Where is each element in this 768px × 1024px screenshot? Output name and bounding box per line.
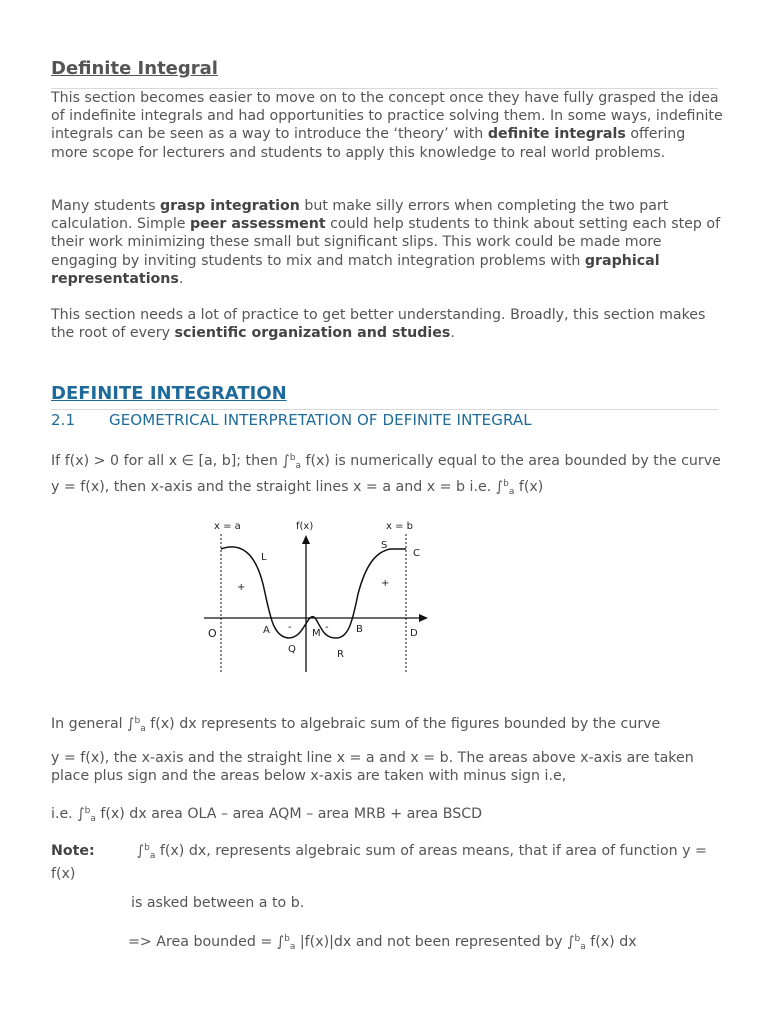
area-curve-figure — [200, 514, 432, 676]
interpretation-paragraph — [51, 449, 723, 501]
bounded-text-2: |f(x)|dx and not been represented by ∫ — [295, 934, 575, 950]
upper-limit: b — [84, 806, 91, 816]
subsection-number: 2.1 — [51, 411, 76, 429]
areas-sign-paragraph: y = f(x), the x-axis and the straight line x = a and x = b. The areas above x-axis are taken place plus sign and the areas below x-axis are taken with minus sign i.e, — [51, 750, 694, 785]
section-title: DEFINITE INTEGRATION — [51, 383, 287, 404]
label-x-equals-a: x = a — [214, 521, 241, 532]
label-fx: f(x) — [296, 521, 314, 532]
general-text-1: In general ∫ — [51, 716, 135, 732]
practice-paragraph — [51, 306, 723, 342]
area-bounded-paragraph — [128, 930, 768, 956]
function-curve — [221, 547, 406, 638]
interp-text-3: f(x) — [514, 479, 544, 496]
plus-sign-right: + — [381, 578, 390, 589]
lower-limit: a — [149, 851, 156, 861]
x-axis-arrow — [419, 614, 428, 622]
students-text-4: . — [178, 270, 184, 287]
minus-sign-right: - — [325, 622, 329, 633]
lower-limit: a — [580, 942, 586, 952]
interp-text-1: If f(x) > 0 for all x ∈ [a, b]; then ∫ — [51, 453, 290, 469]
lower-limit: a — [289, 942, 296, 952]
practice-text-2: . — [450, 325, 455, 342]
subsection-heading — [51, 411, 532, 429]
practice-text-1: This section needs a lot of practice to get better understanding. Broadly, this section makes the root of every — [51, 307, 706, 342]
y-axis-arrow — [302, 535, 310, 544]
minus-sign-left: - — [288, 622, 292, 633]
upper-limit: b — [503, 479, 509, 490]
students-text-2: but make silly errors when completing the two part calculation. Simple — [51, 198, 669, 233]
bold-peer-assessment: peer assessment — [190, 216, 326, 233]
lower-limit: a — [140, 724, 146, 734]
bold-grasp-integration: grasp integration — [159, 198, 300, 214]
label-D: D — [410, 628, 418, 639]
lower-limit: a — [295, 461, 301, 471]
intro-bold-definite-integrals: definite integrals — [487, 126, 626, 143]
bounded-text-3: f(x) dx — [585, 934, 637, 950]
intro-text-1: This section becomes easier to move on to the concept once they have fully grasped the idea of indefinite integrals and had opportunities to practice solving them. In some ways, indefinite integrals can be seen as a way to introduce the ‘theory’ with — [51, 90, 723, 143]
label-C: C — [413, 548, 420, 559]
asked-between-text: is asked between a to b. — [131, 895, 305, 911]
bold-scientific-organization: scientific organization and studies — [174, 325, 451, 342]
note-label: Note: — [51, 843, 95, 859]
label-R: R — [337, 649, 344, 660]
students-paragraph — [51, 197, 723, 288]
label-O: O — [208, 627, 217, 640]
note-paragraph — [51, 839, 723, 883]
bounded-text-1: => Area bounded = ∫ — [128, 934, 285, 950]
plus-sign-left: + — [237, 582, 246, 593]
formula-text-1: i.e. ∫ — [51, 806, 85, 822]
upper-limit: b — [289, 453, 296, 463]
upper-limit: b — [144, 843, 150, 853]
interp-text-2: f(x) is numerically equal to the area bounded by the curve y = f(x), then x-axis and the straight lines x = a and x = b i.e. ∫ — [51, 453, 721, 496]
area-formula-paragraph — [51, 802, 723, 828]
note-text-1: ∫ — [136, 843, 145, 859]
label-M: M — [312, 628, 321, 639]
curve-diagram — [200, 514, 432, 676]
section-rule — [51, 409, 718, 410]
label-Q: Q — [288, 644, 296, 655]
students-text-1: Many students — [51, 198, 160, 214]
intro-text-2: offering more scope for lecturers and students to apply this knowledge to real world problems. — [51, 126, 686, 161]
upper-limit: b — [284, 934, 290, 944]
label-A: A — [263, 625, 270, 636]
students-text-3: could help students to think about setting each step of their work minimizing these small but significant slips. This work could be made more engaging by inviting students to mix and match integration problems with — [51, 216, 721, 269]
lower-limit: a — [508, 487, 515, 498]
label-S: S — [381, 540, 388, 551]
lower-limit: a — [90, 814, 96, 824]
bold-graphical-representations: graphical representations — [51, 252, 660, 287]
upper-limit: b — [134, 716, 141, 726]
label-L: L — [261, 552, 267, 563]
upper-limit: b — [574, 934, 581, 944]
formula-text-2: f(x) dx area OLA – area AQM – area MRB + area BSCD — [95, 806, 483, 822]
subsection-title: GEOMETRICAL INTERPRETATION OF DEFINITE INTEGRAL — [109, 411, 532, 429]
page-title: Definite Integral — [51, 58, 218, 79]
note-text-2: f(x) dx, represents algebraic sum of areas means, that if area of function y = f(x) — [51, 843, 707, 883]
intro-paragraph — [51, 89, 723, 162]
general-paragraph — [51, 712, 723, 738]
label-x-equals-b: x = b — [386, 521, 414, 532]
general-text-2: f(x) dx represents to algebraic sum of the figures bounded by the curve — [145, 716, 661, 732]
label-B: B — [356, 624, 363, 635]
